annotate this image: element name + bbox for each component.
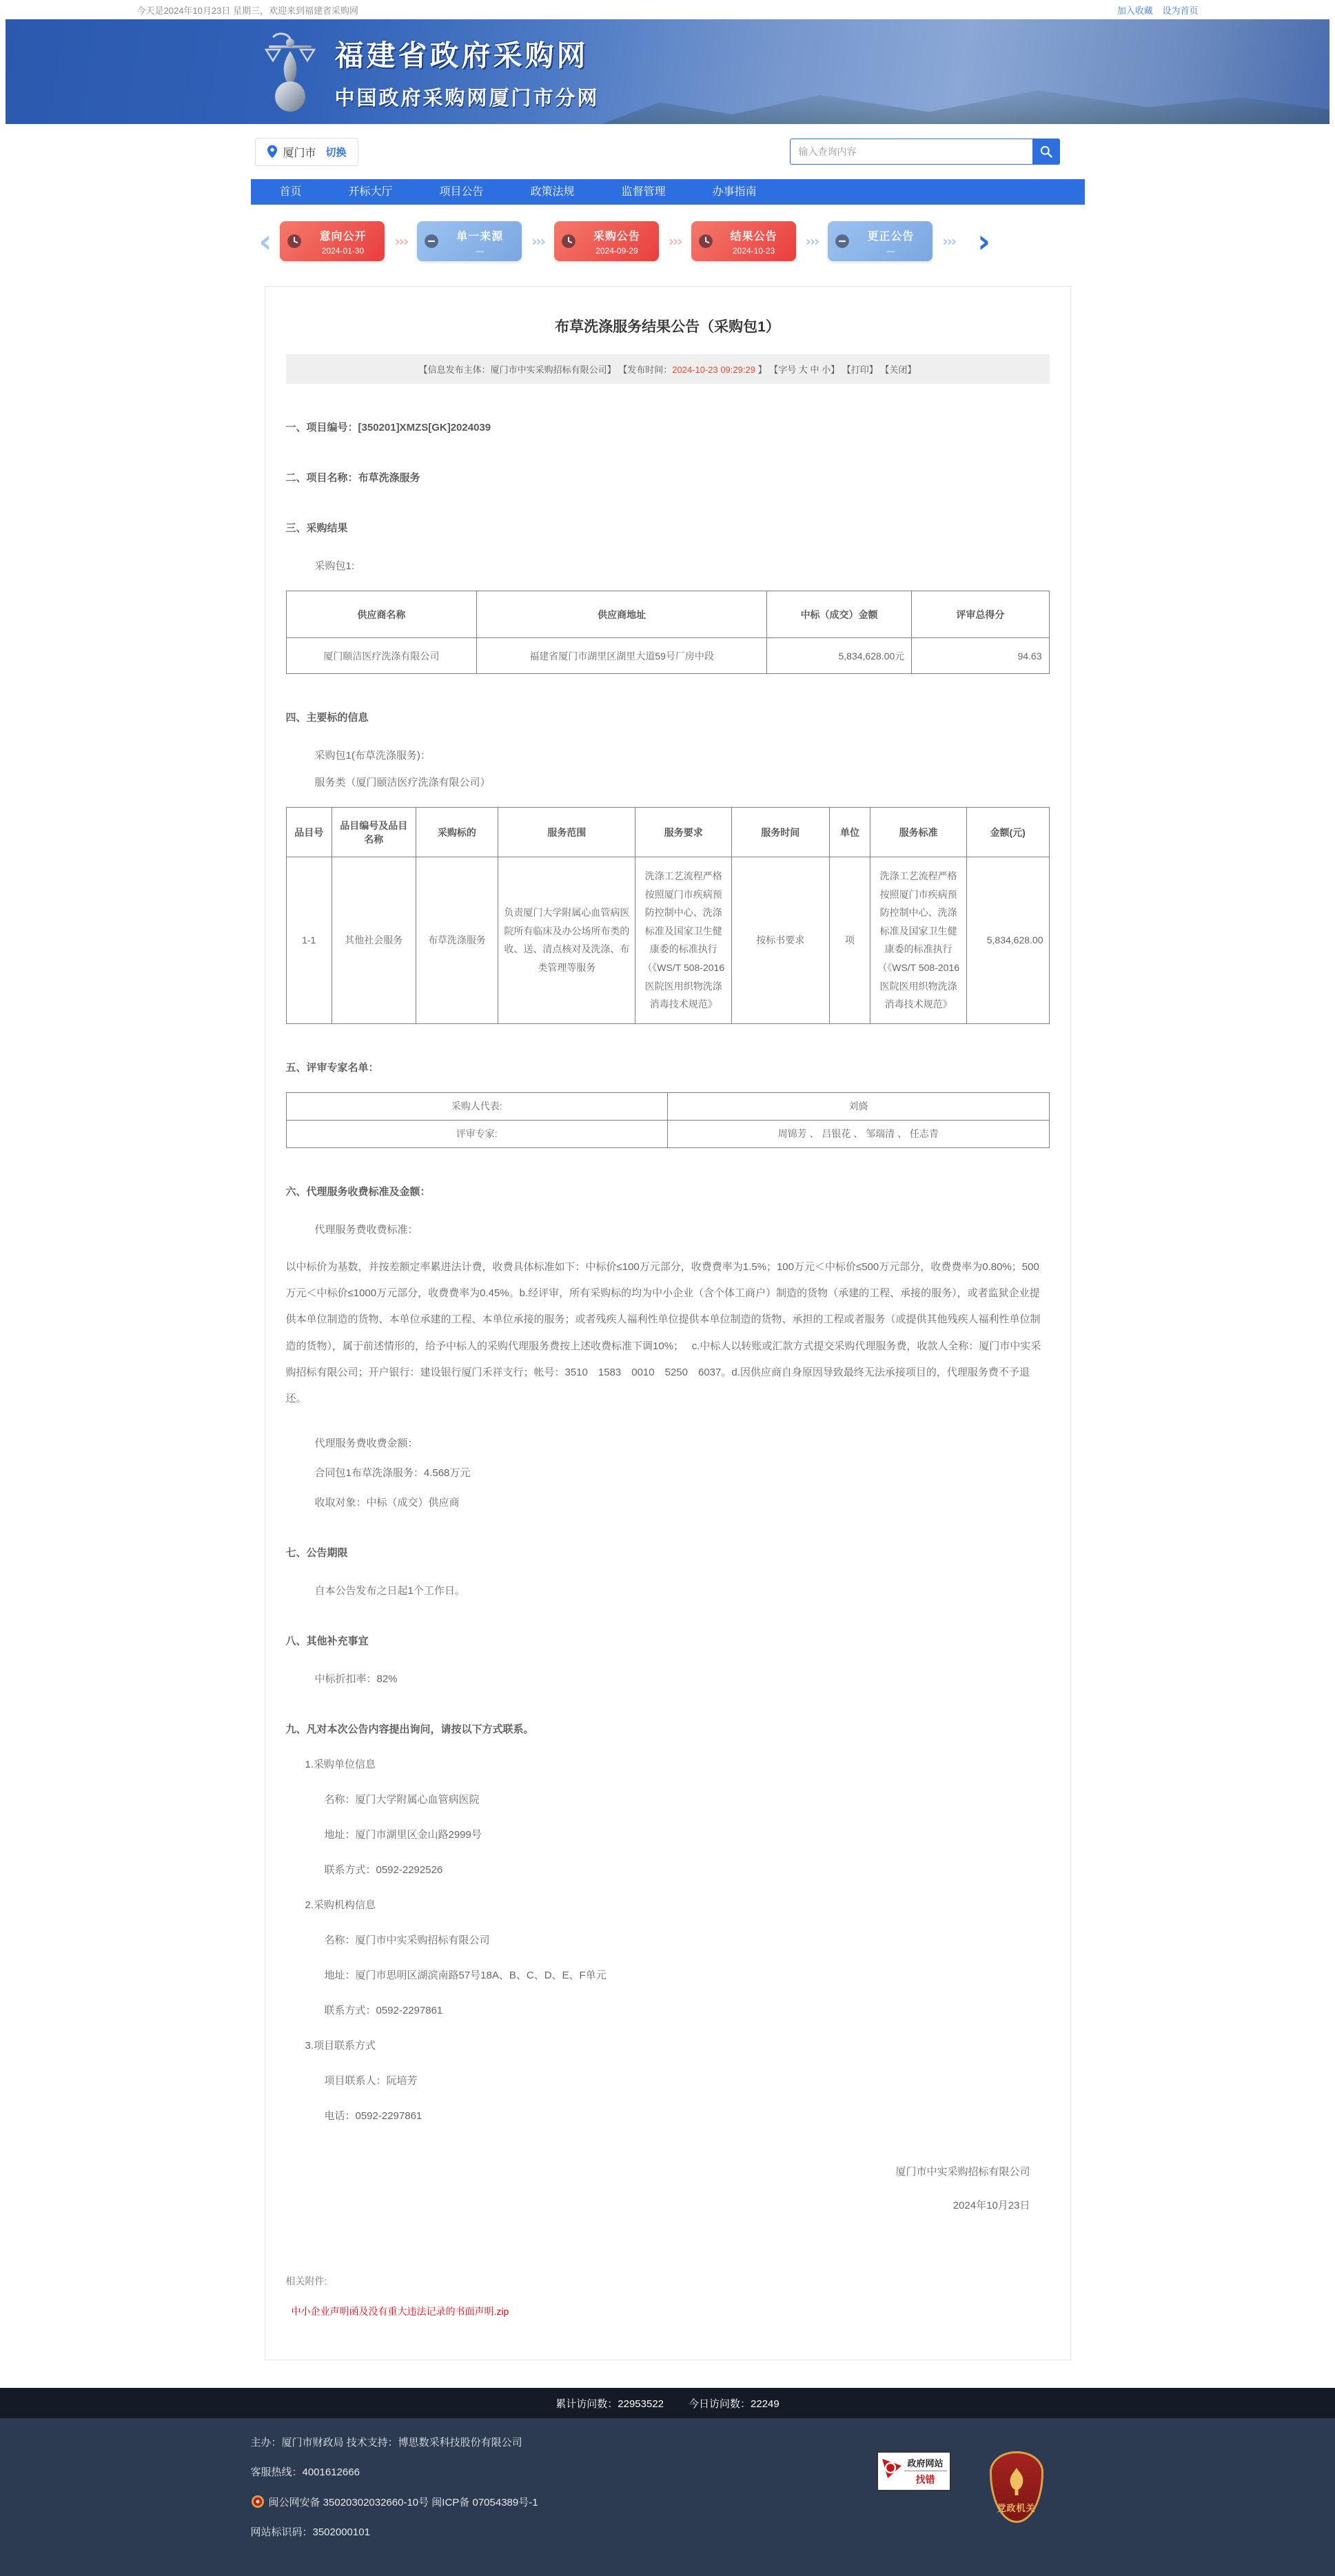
gov-site-error-report-badge[interactable]	[877, 2451, 951, 2491]
service-scope-cell: 负责厦门大学附属心血管病医院所有临床及办公场所布类的收、送、清点核对及洗涤、布类管理等服务	[498, 857, 635, 1024]
timeline-separator-icon: ›››	[668, 233, 682, 249]
project-name-value: 布草洗涤服务	[358, 472, 420, 484]
section-main-subject-info: 四、主要标的信息	[285, 712, 369, 724]
agency-fee-standard-label: 代理服务费收费标准：	[314, 1223, 418, 1236]
column-header: 服务时间	[731, 808, 829, 857]
add-favorite-link[interactable]: 加入收藏	[1117, 5, 1153, 16]
discount-rate-text: 中标折扣率：82%	[314, 1673, 398, 1686]
project-number-value: [350201]XMZS[GK]2024039	[358, 422, 491, 433]
notice-period-text: 自本公告发布之日起1个工作日。	[314, 1585, 465, 1597]
nav-item-project-notices[interactable]: 项目公告	[439, 186, 484, 198]
footer-host-line: 主办：厦门市财政局 技术支持：博思数采科技股份有限公司	[250, 2437, 522, 2449]
fee-payer: 收取对象：中标（成交）供应商	[314, 1497, 460, 1509]
fontsize-large-button[interactable]: 大	[798, 365, 808, 375]
timeline-step-date: —	[886, 245, 895, 256]
column-header: 供应商名称	[286, 591, 477, 638]
section-procurement-result: 三、采购结果	[285, 522, 348, 534]
item-target-cell: 布草洗涤服务	[416, 857, 498, 1024]
column-header: 单位	[829, 808, 870, 857]
procurement-timeline	[251, 205, 1085, 282]
clock-icon	[561, 234, 576, 249]
contact-line: 3.项目联系方式	[305, 2040, 376, 2052]
signature-organization: 厦门市中实采购招标有限公司	[895, 2166, 1030, 2178]
column-header: 服务范围	[498, 808, 635, 857]
timeline-step-result-notice[interactable]	[691, 221, 796, 261]
print-button[interactable]: 【打印】	[842, 365, 878, 375]
item-no-cell: 1-1	[286, 857, 332, 1024]
table-row	[286, 1092, 1049, 1120]
timeline-step-single-source[interactable]	[417, 221, 522, 261]
search-box	[790, 139, 1060, 165]
footer-hotline: 客服热线：4001612666	[250, 2466, 360, 2479]
search-icon	[1039, 145, 1053, 159]
attachments-section	[286, 2274, 1050, 2318]
main-navigation	[251, 179, 1085, 205]
publish-time-prefix: 【发布时间：	[618, 365, 673, 375]
contact-line: 地址：厦门市思明区湖滨南路57号18A、B、C、D、E、F单元	[324, 1970, 607, 1982]
table-row	[286, 1120, 1049, 1147]
contact-line: 名称：厦门大学附属心血管病医院	[324, 1794, 480, 1806]
fontsize-small-button[interactable]: 小	[822, 365, 831, 375]
package-subject-label: 采购包1(布草洗涤服务)：	[314, 750, 431, 761]
agency-fee-amount-label: 代理服务费收费金额：	[314, 1438, 418, 1450]
section-label: 二、项目名称：	[285, 472, 358, 484]
column-header: 金额(元)	[966, 808, 1049, 857]
review-score-cell: 94.63	[912, 638, 1049, 674]
nav-item-bid-opening-hall[interactable]: 开标大厅	[348, 186, 393, 198]
service-standard-cell: 洗涤工艺流程严格按照厦门市疾病预防控制中心、洗涤标准及国家卫生健康委的标准执行（《WS/T 508-2016 医院医用织物洗涤消毒技术规范》	[870, 857, 966, 1024]
gov-site-badge-text: 政府网站	[904, 2456, 947, 2471]
timeline-step-label: 单一来源	[456, 230, 504, 243]
unit-cell: 项	[829, 857, 870, 1024]
page-title: 布草洗涤服务结果公告（采购包1）	[555, 319, 780, 335]
set-homepage-link[interactable]: 设为首页	[1162, 5, 1199, 16]
item-category-cell: 其他社会服务	[332, 857, 416, 1024]
section-agency-fee: 六、代理服务收费标准及金额：	[285, 1185, 431, 1198]
section-label: 一、项目编号：	[285, 422, 358, 433]
column-header: 品目编号及品目名称	[332, 808, 416, 857]
error-report-magnifier-icon	[881, 2457, 904, 2485]
site-title: 福建省政府采购网	[334, 39, 589, 72]
supplier-result-table	[286, 591, 1050, 674]
publish-time: 2024-10-23 09:29:29	[672, 365, 755, 375]
signature-block	[286, 2164, 1050, 2212]
section-project-name	[286, 470, 1050, 484]
table-row	[286, 857, 1049, 1024]
clock-icon	[698, 234, 713, 249]
footer-icp-link[interactable]: 闽公网安备 35020302032660-10号 闽ICP备 07054389号-1	[268, 2496, 538, 2508]
contact-line: 2.采购机构信息	[305, 1899, 376, 1912]
city-selector[interactable]	[255, 138, 358, 166]
review-experts-label: 评审专家:	[286, 1120, 668, 1147]
today-visits: 今日访问数：22249	[689, 2398, 779, 2410]
timeline-step-label: 采购公告	[593, 230, 640, 243]
timeline-separator-icon: ›››	[531, 233, 544, 249]
minus-circle-icon	[424, 234, 439, 249]
attachment-zip-link[interactable]: 中小企业声明函及没有重大违法记录的书面声明.zip	[291, 2306, 509, 2318]
service-requirement-cell: 洗涤工艺流程严格按照厦门市疾病预防控制中心、洗涤标准及国家卫生健康委的标准执行（《WS/T 508-2016 医院医用织物洗涤消毒技术规范》	[635, 857, 731, 1024]
nav-item-service-guide[interactable]: 办事指南	[712, 186, 757, 198]
supplier-address-cell: 福建省厦门市湖里区湖里大道59号厂房中段	[477, 638, 767, 674]
section-other-matters: 八、其他补充事宜	[285, 1635, 369, 1648]
agency-fee-amount-value: 合同包1布草洗涤服务：4.568万元	[314, 1467, 471, 1480]
minus-circle-icon	[835, 234, 850, 249]
total-visits: 累计访问数：22953522	[556, 2398, 664, 2410]
timeline-next-arrow[interactable]: ›	[977, 223, 991, 260]
nav-item-supervision[interactable]: 监督管理	[621, 186, 666, 198]
timeline-separator-icon: ›››	[942, 233, 956, 249]
clock-icon	[287, 234, 302, 249]
timeline-step-label: 更正公告	[867, 230, 915, 243]
column-header: 采购标的	[416, 808, 498, 857]
review-experts-value: 周锦芳 、 吕银花 、 邹瑞清 、 任志青	[668, 1120, 1050, 1147]
contact-line: 地址：厦门市湖里区金山路2999号	[324, 1829, 482, 1841]
section-expert-list: 五、评审专家名单：	[285, 1061, 379, 1074]
contact-line: 联系方式：0592-2292526	[324, 1864, 443, 1877]
timeline-prev-arrow[interactable]: ‹	[258, 223, 272, 260]
section-project-number	[286, 420, 1050, 434]
site-subtitle: 中国政府采购网厦门市分网	[334, 87, 600, 110]
service-time-cell: 按标书要求	[731, 857, 829, 1024]
search-input[interactable]	[790, 139, 1032, 165]
announcement-card	[265, 286, 1071, 2360]
site-banner	[6, 19, 1329, 124]
subject-items-table	[286, 807, 1050, 1024]
timeline-step-date: —	[476, 245, 485, 256]
fontsize-medium-button[interactable]: 中	[810, 365, 819, 375]
award-amount-cell: 5,834,628.00元	[766, 638, 911, 674]
toolbar-row	[251, 124, 1085, 179]
party-government-badge[interactable]	[990, 2451, 1043, 2523]
column-header: 中标（成交）金额	[766, 591, 911, 638]
contact-line: 电话：0592-2297861	[324, 2110, 422, 2123]
scales-logo-icon	[263, 30, 317, 113]
footer-site-id: 网站标识码：3502000101	[250, 2526, 370, 2539]
party-badge-text: 党政机关	[997, 2503, 1036, 2514]
publish-time-suffix: 】	[755, 365, 767, 375]
fontsize-suffix: 】	[830, 365, 840, 375]
page-footer	[0, 2418, 1335, 2576]
timeline-step-date: 2024-09-29	[595, 245, 638, 256]
column-header: 服务标准	[870, 808, 966, 857]
amount-cell: 5,834,628.00	[966, 857, 1049, 1024]
timeline-step-date: 2024-10-23	[732, 245, 775, 256]
timeline-step-date: 2024-01-30	[321, 245, 365, 256]
package-label: 采购包1:	[314, 560, 355, 572]
table-row	[286, 638, 1049, 674]
article-meta-bar	[286, 354, 1050, 384]
contact-line: 名称：厦门市中实采购招标有限公司	[324, 1934, 490, 1947]
section-notice-period: 七、公告期限	[285, 1547, 348, 1560]
timeline-separator-icon: ›››	[805, 233, 819, 249]
buyer-representative-label: 采购人代表:	[286, 1092, 668, 1120]
column-header: 服务要求	[635, 808, 731, 857]
fontsize-label: 【字号	[769, 365, 797, 375]
timeline-step-correction-notice[interactable]	[828, 221, 933, 261]
publisher-text: 【信息发布主体：厦门市中实采购招标有限公司】	[418, 365, 616, 375]
city-switch-link[interactable]: 切换	[325, 146, 347, 159]
city-name: 厦门市	[283, 147, 316, 159]
timeline-step-label: 结果公告	[730, 230, 777, 243]
nav-item-policies[interactable]: 政策法规	[530, 186, 575, 198]
visit-count-bar	[0, 2388, 1335, 2418]
agency-fee-standard-text: 以中标价为基数，并按差额定率累进法计费，收费具体标准如下：中标价≤100万元部分，收费费率为1.5%；100万元＜中标价≤500万元部分，收费费率为0.80%；500万元＜中标价≤1000万元部分，收费费率为0.45%。b.经评审，所有采购标的均为中小企业（含个体工商户）制造的货物（承建的工程、承接的服务），或者监狱企业提供本单位制造的货物、本单位承建的工程、本单位承接的服务；或者残疾人福利性单位提供本单位制造的货物、承担的工程或者服务（或提供其他残疾人福利性单位制造的货物），属于前述情形的，给予中标人的采购代理服务费按上述收费标准下调10%； c.中标人以转账或汇款方式提交采购代理服务费，收款人全称：厦门市中实采购招标有限公司；开户银行：建设银行厦门禾祥支行；帐号：3510 1583 0010 5250 6037。d.因供应商自身原因导致最终无法承接项目的，代理服务费不予退还。	[285, 1260, 1041, 1404]
column-header: 品目号	[286, 808, 332, 857]
service-category-label: 服务类（厦门颐洁医疗洗涤有限公司）	[314, 777, 491, 788]
buyer-representative-value: 刘旖	[668, 1092, 1050, 1120]
contact-line: 1.采购单位信息	[305, 1759, 376, 1771]
contact-line: 项目联系人：阮培芳	[324, 2075, 418, 2087]
nav-item-home[interactable]: 首页	[279, 186, 302, 198]
supplier-name-cell: 厦门颐洁医疗洗涤有限公司	[286, 638, 477, 674]
police-badge-icon	[251, 2494, 265, 2509]
welcome-text: 今天是2024年10月23日 星期三，欢迎来到福建省采购网	[136, 5, 358, 16]
timeline-step-procurement-notice[interactable]	[554, 221, 659, 261]
timeline-step-intent-disclosure[interactable]	[280, 221, 385, 261]
column-header: 供应商地址	[477, 591, 767, 638]
experts-table	[286, 1092, 1050, 1148]
top-utility-bar	[0, 0, 1335, 19]
location-pin-icon	[267, 145, 278, 159]
contact-line: 联系方式：0592-2297861	[324, 2005, 443, 2017]
torch-emblem-icon	[1006, 2466, 1027, 2497]
attachments-label: 相关附件:	[285, 2276, 327, 2287]
close-button[interactable]: 【关闭】	[880, 365, 917, 375]
timeline-separator-icon: ›››	[394, 233, 408, 249]
timeline-step-label: 意向公开	[319, 230, 367, 243]
find-error-badge-text: 找错	[915, 2474, 935, 2486]
signature-date: 2024年10月23日	[952, 2200, 1030, 2212]
column-header: 评审总得分	[912, 591, 1049, 638]
search-button[interactable]	[1032, 139, 1060, 165]
section-contact: 九、凡对本次公告内容提出询问，请按以下方式联系。	[285, 1724, 534, 1736]
